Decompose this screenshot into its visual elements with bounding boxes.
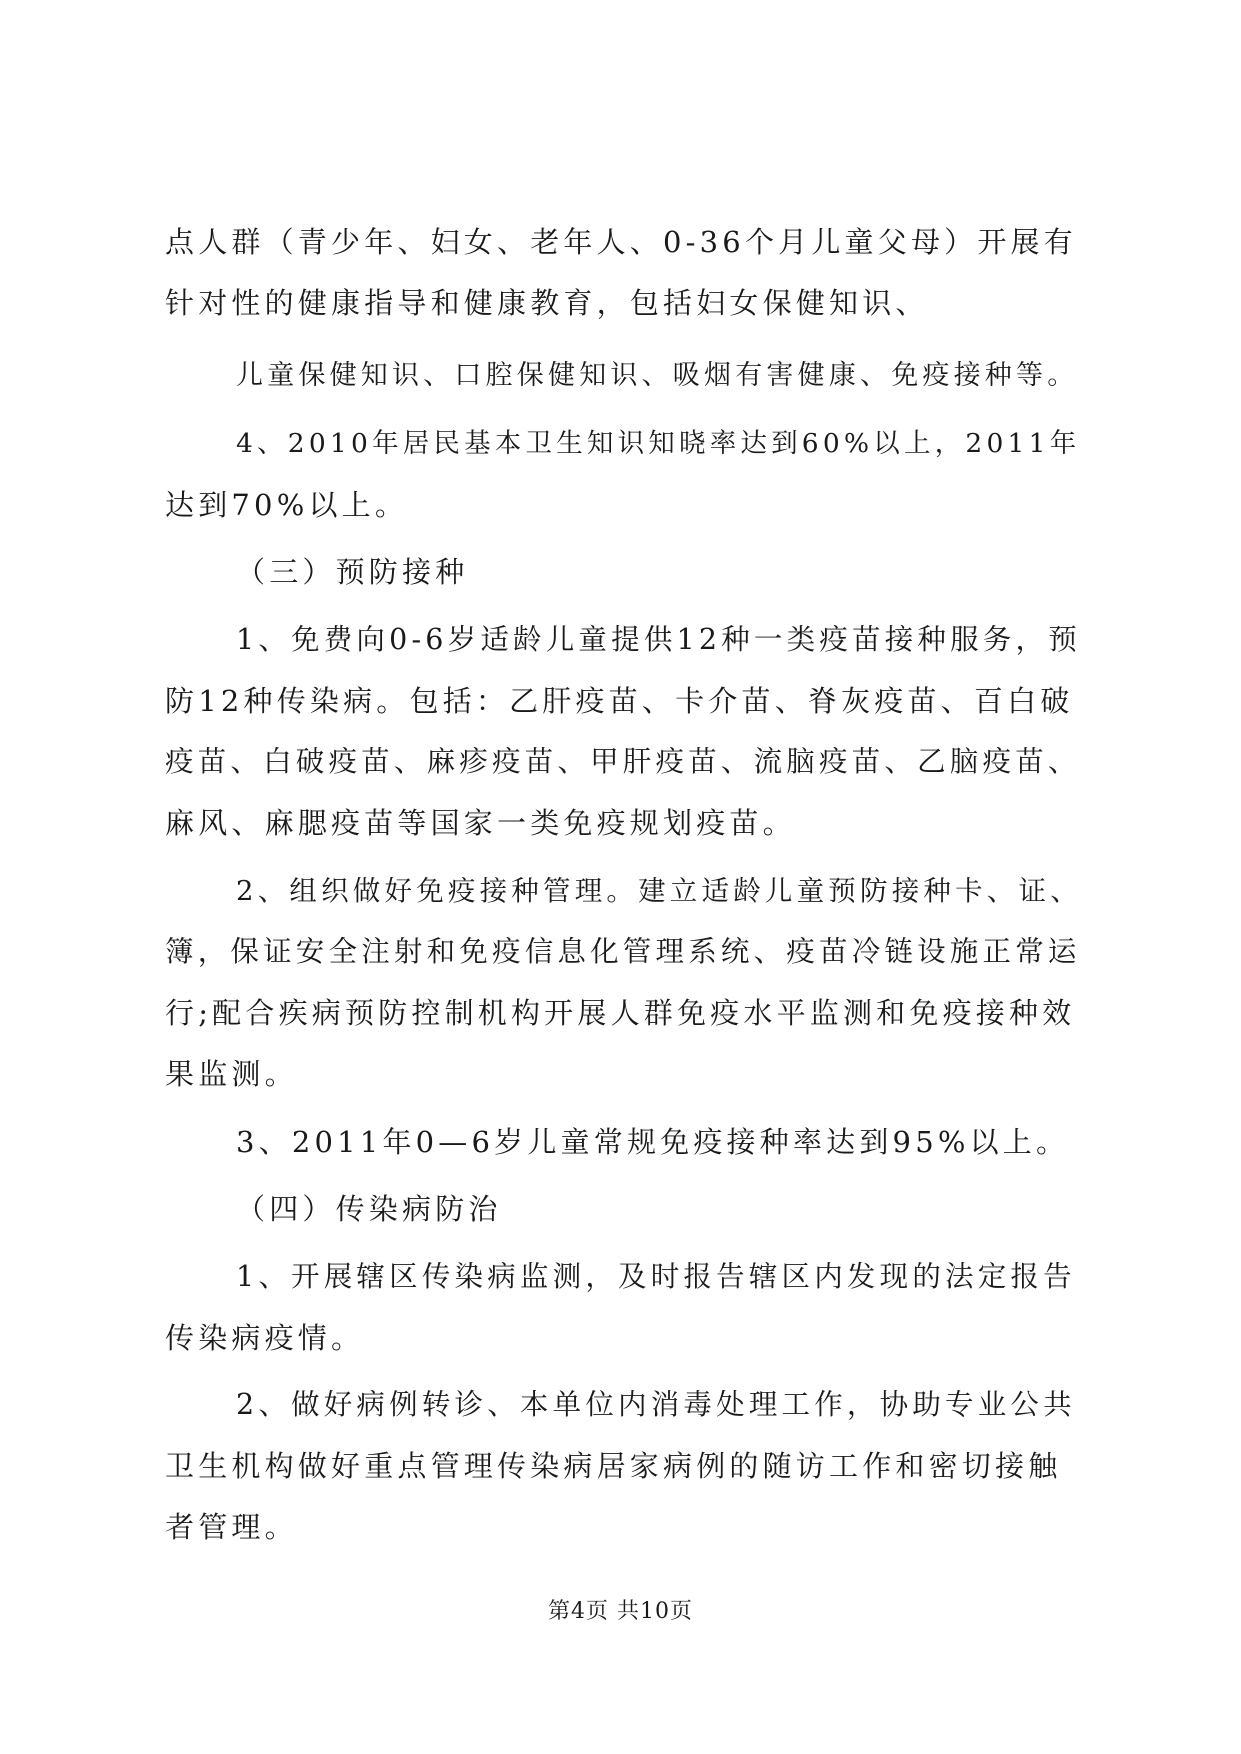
- section-heading: （三）预防接种: [236, 555, 469, 589]
- paragraph-line: 1、免费向0-6岁适龄儿童提供12种一类疫苗接种服务，预: [236, 623, 1081, 656]
- paragraph-line: 果监测。: [165, 1057, 298, 1091]
- paragraph-line: 点人群（青少年、妇女、老年人、0-36个月儿童父母）开展有: [165, 225, 1077, 259]
- paragraph-line: 1、开展辖区传染病监测，及时报告辖区内发现的法定报告: [236, 1260, 1076, 1293]
- paragraph-line: 防12种传染病。包括：乙肝疫苗、卡介苗、脊灰疫苗、百白破: [165, 684, 1074, 718]
- paragraph-line: 疫苗、白破疫苗、麻疹疫苗、甲肝疫苗、流脑疫苗、乙脑疫苗、: [165, 745, 1081, 778]
- paragraph-line: 麻风、麻腮疫苗等国家一类免疫规划疫苗。: [165, 806, 796, 840]
- paragraph-line: 3、2011年0—6岁儿童常规免疫接种率达到95%以上。: [236, 1125, 1070, 1159]
- paragraph-line: 4、2010年居民基本卫生知识知晓率达到60%以上，2011年: [236, 428, 1081, 459]
- paragraph-line: 针对性的健康指导和健康教育，包括妇女保健知识、: [165, 286, 929, 320]
- paragraph-line: 卫生机构做好重点管理传染病居家病例的随访工作和密切接触: [165, 1449, 1062, 1483]
- page-number-footer: 第4页 共10页: [548, 1599, 693, 1624]
- paragraph-line: 行;配合疾病预防控制机构开展人群免疫水平监测和免疫接种效: [165, 996, 1076, 1030]
- paragraph-line: 传染病疫情。: [165, 1321, 365, 1355]
- paragraph-line: 者管理。: [165, 1510, 298, 1544]
- paragraph-line: 2、做好病例转诊、本单位内消毒处理工作，协助专业公共: [236, 1388, 1076, 1421]
- section-heading: （四）传染病防治: [236, 1192, 502, 1226]
- paragraph-line: 簿，保证安全注射和免疫信息化管理系统、疫苗冷链设施正常运: [165, 935, 1081, 968]
- paragraph-line: 儿童保健知识、口腔保健知识、吸烟有害健康、免疫接种等。: [236, 360, 1079, 391]
- paragraph-line: 2、组织做好免疫接种管理。建立适龄儿童预防接种卡、证、: [236, 875, 1082, 907]
- paragraph-line: 达到70%以上。: [165, 488, 409, 522]
